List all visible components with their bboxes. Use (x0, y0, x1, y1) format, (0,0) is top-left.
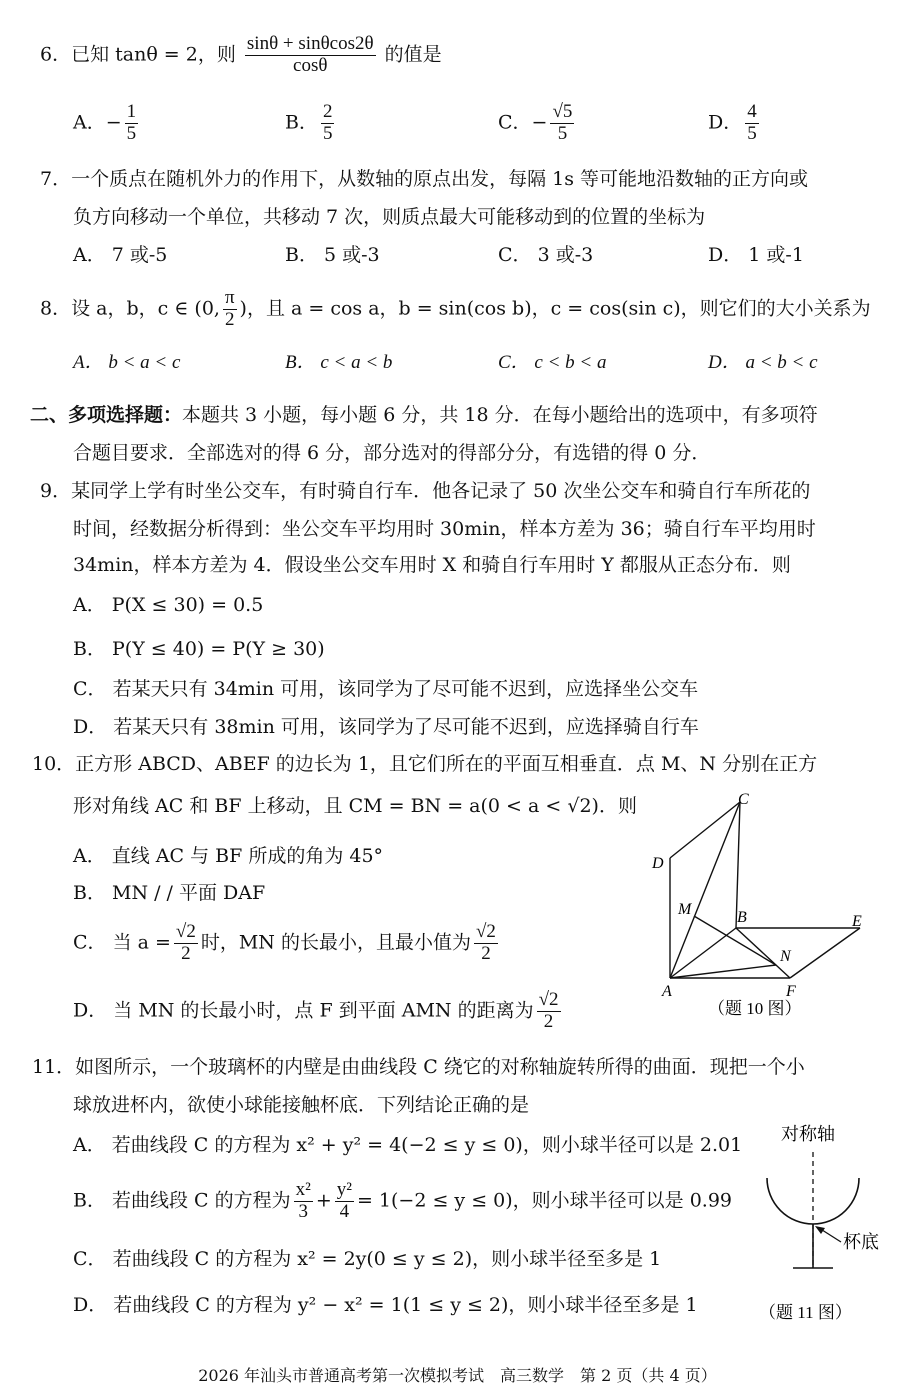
q10-line1: 10．正方形 ABCD、ABEF 的边长为 1，且它们所在的平面互相垂直．点 M、N 分别在正方 (32, 753, 818, 775)
q9-option-c: C． 若某天只有 34min 可用，该同学为了尽可能不迟到，应选择坐公交车 (73, 678, 699, 700)
q9-line3: 34min，样本方差为 4．假设坐公交车用时 X 和骑自行车用时 Y 都服从正态分布．则 (73, 554, 791, 576)
figure-bottom-label: 杯底 (843, 1232, 879, 1252)
q7-option-d: D． 1 或-1 (708, 244, 804, 266)
section2-header: 二、多项选择题：本题共 3 小题，每小题 6 分，共 18 分．在每小题给出的选项中，有多项符 (30, 404, 818, 426)
q7-line2: 负方向移动一个单位，共移动 7 次，则质点最大可能移动到的位置的坐标为 (73, 206, 706, 228)
q6-option-a: A．− $\frac{1}{5}$ (73, 101, 137, 144)
q11-figure-caption: （题 11 图） (759, 1303, 852, 1322)
q11-figure (755, 1118, 905, 1338)
q7-option-a: A． 7 或-5 (73, 244, 168, 266)
q10-option-a: A． 直线 AC 与 BF 所成的角为 45° (73, 845, 384, 867)
q6-option-c: C．− $\frac{√5}{5}$ (498, 101, 573, 144)
q8-option-c: C． c < b < a (498, 352, 607, 373)
label-f: F (786, 983, 796, 1000)
q9-option-d: D． 若某天只有 38min 可用，该同学为了尽可能不迟到，应选择骑自行车 (73, 716, 699, 738)
q10-option-d: D． 当 MN 的长最小时，点 F 到平面 AMN 的距离为 $\frac{√2}{2}$ (73, 989, 559, 1032)
q9-line2: 时间，经数据分析得到：坐公交车平均用时 30min，样本方差为 36；骑自行车平均用时 (73, 518, 816, 540)
q9-option-b: B． P(Y ≤ 40) = P(Y ≥ 30) (73, 638, 325, 660)
q7-option-b: B． 5 或-3 (285, 244, 380, 266)
q11-line1: 11．如图所示，一个玻璃杯的内壁是由曲线段 C 绕它的对称轴旋转所得的曲面．现把一个小 (32, 1056, 805, 1078)
segment-mn (694, 916, 776, 965)
page-footer: 2026 年汕头市普通高考第一次模拟考试 高三数学 第 2 页（共 4 页） (198, 1366, 717, 1385)
label-b: B (737, 909, 747, 926)
q6-stem: 6．已知 tanθ = 2，则 $\frac{\sin\theta + \sin\theta\cos 2\theta}{\cos\theta}$ 的值是 (40, 33, 442, 76)
label-e: E (852, 913, 862, 930)
segment-an (670, 965, 776, 978)
edge-fe (790, 928, 860, 978)
q11-option-c: C． 若曲线段 C 的方程为 x² = 2y(0 ≤ y ≤ 2)，则小球半径至多是 1 (73, 1248, 662, 1270)
q10-option-b: B． MN / / 平面 DAF (73, 882, 266, 904)
arrow-head (815, 1226, 825, 1234)
q6-option-d: D． $\frac{4}{5}$ (708, 101, 757, 144)
q11-option-d: D． 若曲线段 C 的方程为 y² − x² = 1(1 ≤ y ≤ 2)，则小球半径至多是 1 (73, 1294, 698, 1316)
q9-line1: 9．某同学上学有时坐公交车，有时骑自行车．他各记录了 50 次坐公交车和骑自行车所花的 (40, 480, 811, 502)
q7-line1: 7．一个质点在随机外力的作用下，从数轴的原点出发，每隔 1s 等可能地沿数轴的正方向或 (40, 168, 809, 190)
label-c: C (738, 791, 749, 808)
section2-line2: 合题目要求．全部选对的得 6 分，部分选对的得部分分，有选错的得 0 分． (73, 442, 711, 464)
q6-option-b: B． $\frac{2}{5}$ (285, 101, 333, 144)
label-m: M (678, 901, 692, 918)
label-a: A (662, 983, 672, 1000)
q11-line2: 球放进杯内，欲使小球能接触杯底．下列结论正确的是 (73, 1094, 530, 1116)
q8-stem: 8．设 a，b，c ∈ (0, $\frac{\pi}{2}$ )，且 a = cos a，b = sin(cos b)，c = cos(sin c)，则它们的大小关系为 (40, 287, 871, 330)
q10-line2: 形对角线 AC 和 BF 上移动，且 CM = BN = a(0 < a < √2)．则 (73, 795, 637, 817)
q11-option-a: A． 若曲线段 C 的方程为 x² + y² = 4(−2 ≤ y ≤ 0)，则小球半径可以是 2.01 (73, 1134, 743, 1156)
q10-figure (640, 788, 880, 1028)
label-n: N (780, 948, 791, 965)
label-d: D (652, 855, 664, 872)
q10-figure-caption: （题 10 图） (708, 999, 802, 1018)
q10-option-c: C． 当 a = $\frac{√2}{2}$ 时，MN 的长最小，且最小值为 $\frac{√2}{2}$ (73, 921, 496, 964)
q8-option-d: D． a < b < c (708, 352, 818, 373)
q11-option-b: B． 若曲线段 C 的方程为 $\frac{\text{x²}}{3}$ + $\frac{\text{y²}}{4}$ = 1(−2 ≤ y ≤ 0)，则小球半径可以是 0.99 (73, 1179, 732, 1222)
q8-option-b: B． c < a < b (285, 352, 393, 373)
q9-option-a: A． P(X ≤ 30) = 0.5 (73, 594, 264, 616)
q8-option-a: A． b < a < c (73, 352, 181, 373)
q6-fraction: $\frac{\sin\theta + \sin\theta\cos 2\theta}{\cos\theta}$ (246, 33, 374, 76)
figure-axis-label: 对称轴 (781, 1124, 835, 1144)
q7-option-c: C． 3 或-3 (498, 244, 594, 266)
